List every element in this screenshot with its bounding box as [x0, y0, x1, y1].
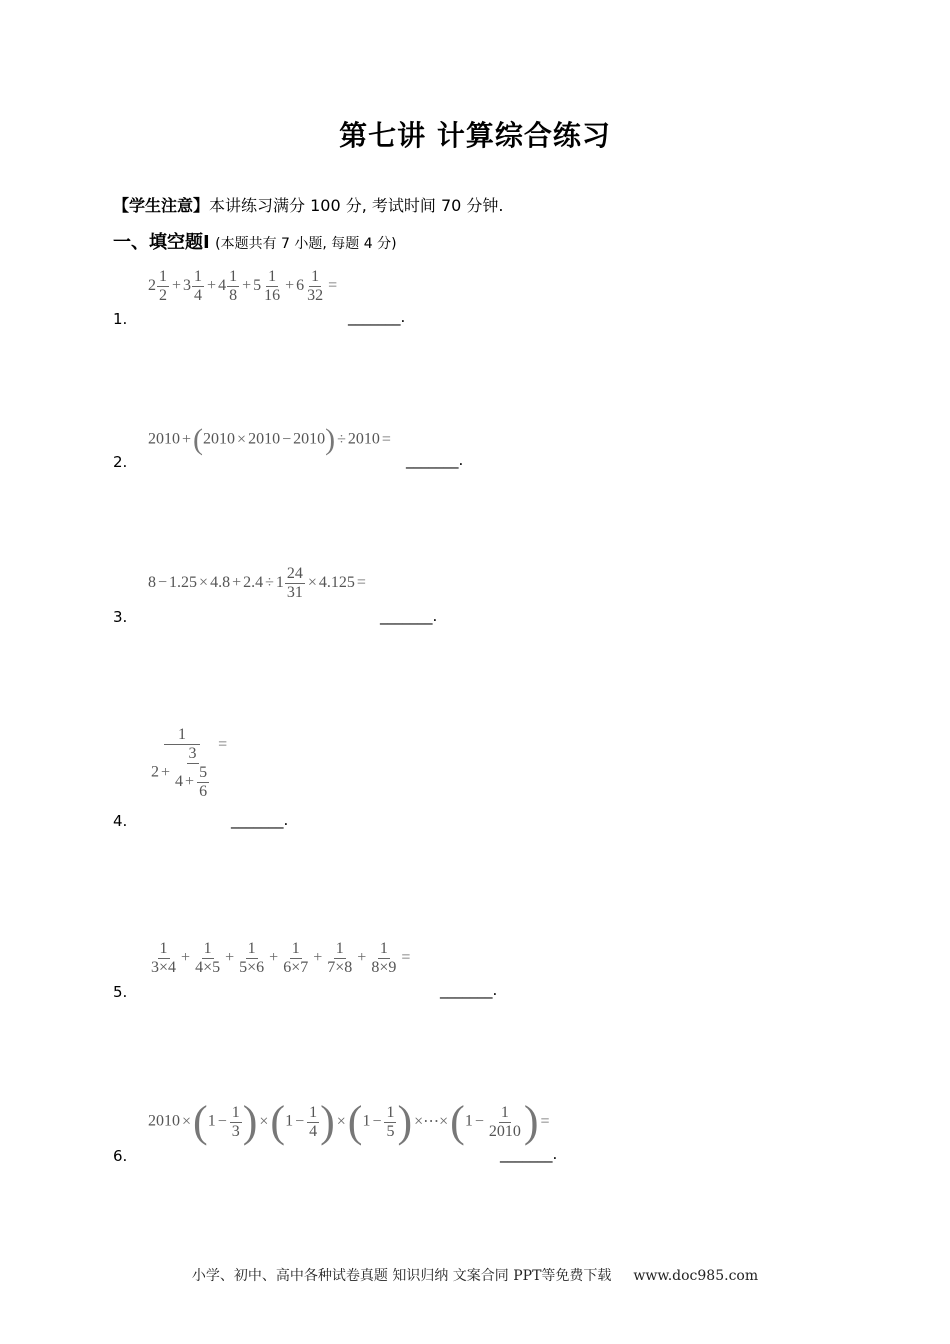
q2-answer-blank[interactable]: _______. — [406, 451, 464, 469]
q6-number: 6. — [113, 1147, 128, 1165]
notice-label: 【学生注意】 — [113, 196, 210, 215]
footer-text: 小学、初中、高中各种试卷真题 知识归纳 文案合同 PPT等免费下载 — [191, 1268, 612, 1284]
q2-number: 2. — [113, 453, 128, 471]
q1-answer-blank[interactable]: _______. — [348, 308, 406, 326]
notice-text: 本讲练习满分 100 分, 考试时间 70 分钟. — [209, 196, 504, 215]
q1-number: 1. — [113, 310, 128, 328]
page-title: 第七讲 计算综合练习 — [339, 119, 611, 152]
student-notice — [113, 193, 504, 216]
q4-number: 4. — [113, 812, 128, 830]
q6-expression: 2010 ×(1 − $\frac{1}{3}$ ) ×(1 − $\frac{1}{4}$ ) ×(1 − $\frac{1}{5}$ ) ×⋯×(1 − $\frac{1}{2010}$ ) = — [148, 1097, 550, 1146]
q2-expression: 2010 +(2010 × 2010 − 2010) ÷ 2010 = — [148, 423, 391, 456]
section-label: 一、填空题Ⅰ — [113, 232, 210, 253]
section-heading — [113, 228, 397, 254]
footer-url[interactable]: www.doc985.com — [633, 1268, 759, 1284]
section-note: (本题共有 7 小题, 每题 4 分) — [215, 236, 397, 252]
q6-answer-blank[interactable]: _______. — [500, 1145, 558, 1163]
q1-expression: 2 $\frac{1}{2}$ + 3 $\frac{1}{4}$ + 4 $\frac{1}{8}$ + 5 $\frac{1}{16}$ + 6 $\frac{1}{32}$ = — [148, 268, 338, 304]
q4-answer-blank[interactable]: _______. — [231, 811, 289, 829]
q3-number: 3. — [113, 608, 128, 626]
page-footer — [0, 1265, 950, 1285]
q3-expression: 8 − 1.25 × 4.8 + 2.4 ÷ 1 $\frac{24}{31}$ × 4.125 = — [148, 565, 366, 601]
q4-expression: 1 2 + 3 4 + $\frac{5}{6}$ = — [151, 726, 228, 800]
q5-expression: $\frac{1}{3\times 4}$ + $\frac{1}{4\times 5}$ + $\frac{1}{5\times 6}$ + $\frac{1}{6\times 7}$ + $\frac{1}{7\times 8}$ + $\frac{1}{8\times 9}$ = — [151, 940, 411, 976]
q5-answer-blank[interactable]: _______. — [440, 981, 498, 999]
q3-answer-blank[interactable]: _______. — [380, 607, 438, 625]
q5-number: 5. — [113, 983, 128, 1001]
